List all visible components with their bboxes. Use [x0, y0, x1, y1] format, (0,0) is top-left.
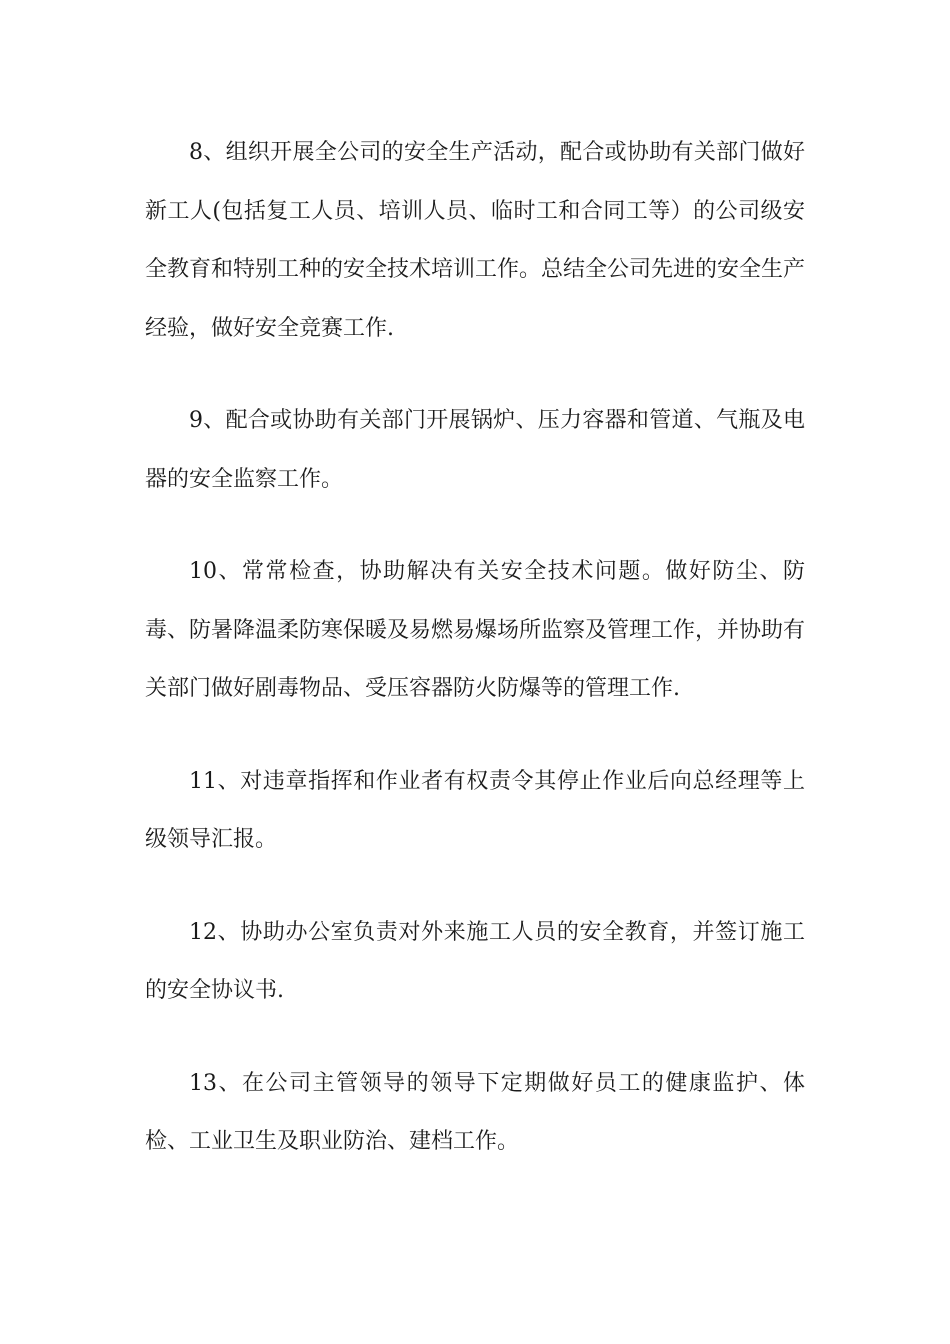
- paragraph-item-8: 8、组织开展全公司的安全生产活动，配合或协助有关部门做好新工人(包括复工人员、培训人员、临时工和合同工等）的公司级安全教育和特别工种的安全技术培训工作。总结全公司先进的安全生产经验，做好安全竞赛工作.: [145, 140, 806, 341]
- paragraph-item-10: 10、常常检查，协助解决有关安全技术问题。做好防尘、防毒、防暑降温柔防寒保暖及易燃易爆场所监察及管理工作，并协助有关部门做好剧毒物品、受压容器防火防爆等的管理工作.: [145, 559, 806, 701]
- paragraph-item-12: 12、协助办公室负责对外来施工人员的安全教育，并签订施工的安全协议书.: [145, 919, 805, 1003]
- document-body: [145, 124, 805, 1206]
- paragraph-item-11: 11、对违章指挥和作业者有权责令其停止作业后向总经理等上级领导汇报。: [145, 768, 805, 852]
- paragraph-item-13: 13、在公司主管领导的领导下定期做好员工的健康监护、体检、工业卫生及职业防治、建档工作。: [145, 1070, 805, 1154]
- paragraph-item-9: 9、配合或协助有关部门开展锅炉、压力容器和管道、气瓶及电器的安全监察工作。: [145, 408, 805, 492]
